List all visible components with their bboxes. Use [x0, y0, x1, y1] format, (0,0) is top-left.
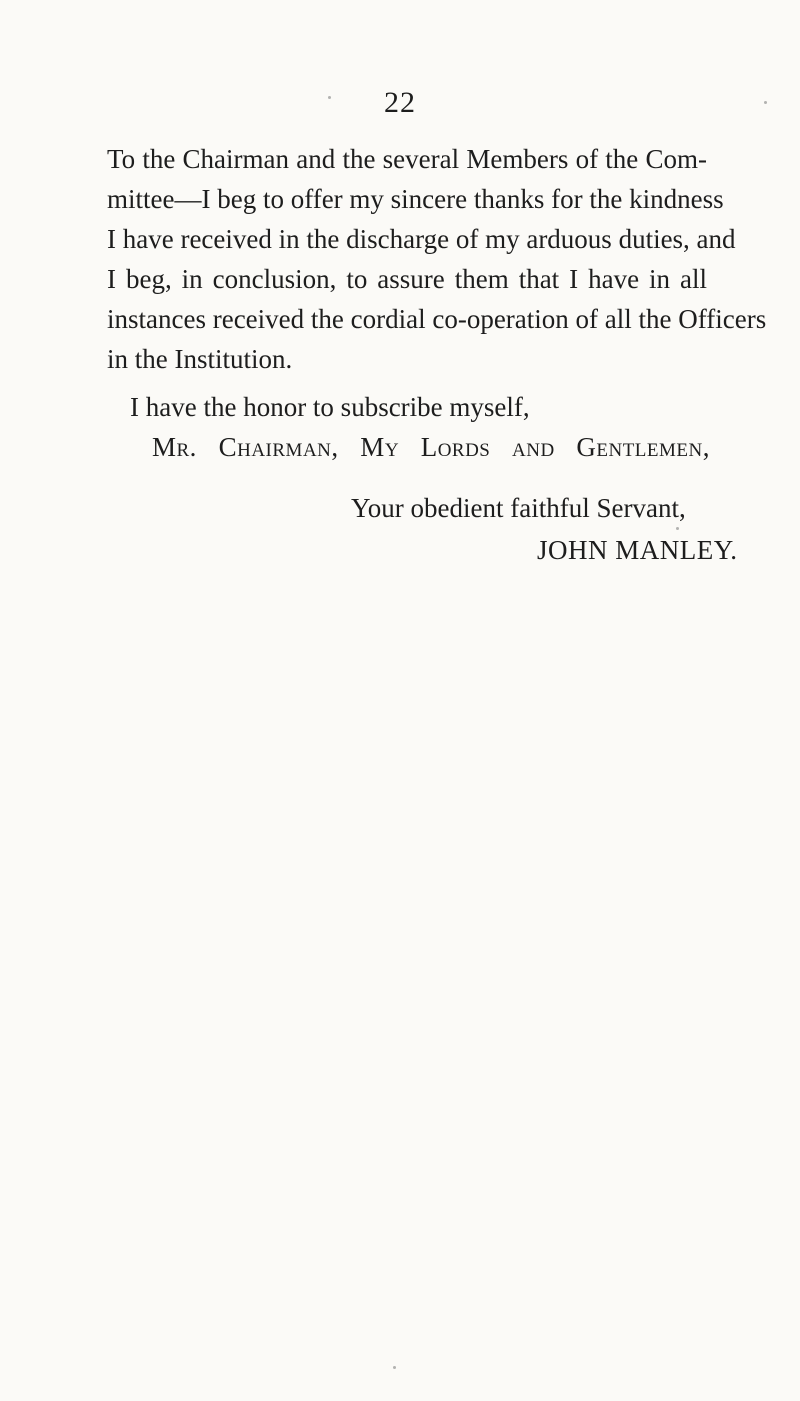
servant-line: Your obedient faithful Servant,	[351, 493, 686, 523]
paragraph-line: I have received in the discharge of my arduous duties, and	[107, 224, 736, 254]
paragraph-line: mittee—I beg to offer my sincere thanks for the kindness	[107, 184, 724, 214]
closing-line: I have the honor to subscribe myself,	[130, 392, 530, 422]
paragraph-line: instances received the cordial co-operation of all the Officers	[107, 304, 767, 334]
paragraph-line: I beg, in conclusion, to assure them that I have in all	[107, 264, 707, 294]
paper-speck	[764, 101, 767, 104]
body-paragraph	[107, 143, 767, 383]
signature-name: JOHN MANLEY.	[537, 535, 738, 565]
paper-speck	[676, 527, 679, 530]
salutation-line: Mr. Chairman, My Lords and Gentlemen,	[152, 432, 710, 462]
paper-speck	[328, 96, 331, 99]
paper-speck	[393, 1366, 396, 1369]
paragraph-line: To the Chairman and the several Members of the Com-	[107, 144, 707, 174]
page-number: 22	[384, 86, 416, 119]
paragraph-line-last: in the Institution.	[107, 344, 293, 374]
